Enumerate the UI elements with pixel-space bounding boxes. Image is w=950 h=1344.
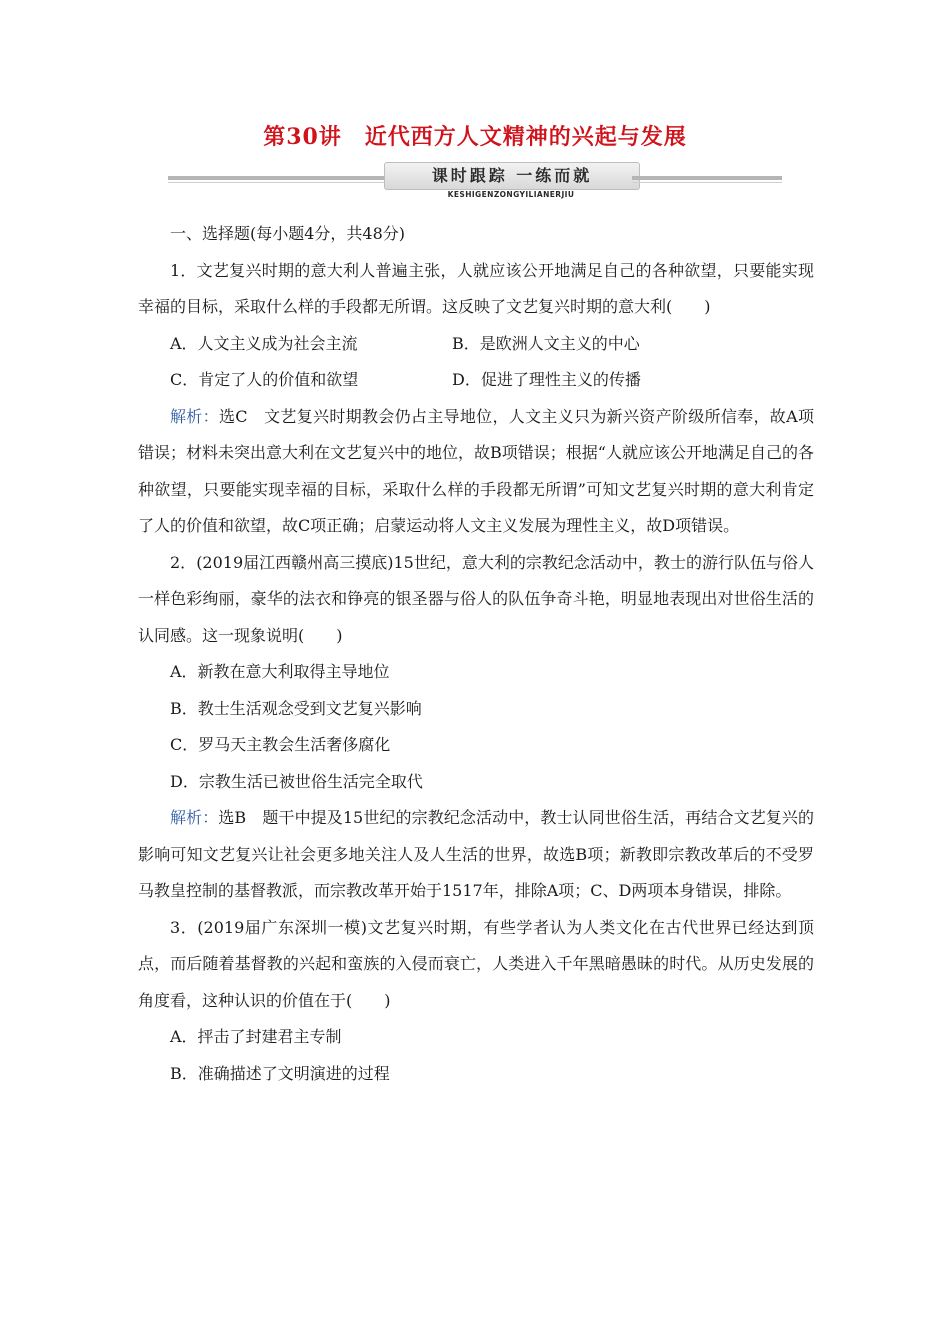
question-stem: 3．(2019届广东深圳一模)文艺复兴时期，有些学者认为人类文化在古代世界已经达到顶点，而后随着基督教的兴起和蛮族的入侵而衰亡，人类进入千年黑暗愚昧的时代。从历史发展的角度看，这种认识的价值在于( ) <box>138 917 814 1010</box>
section-heading: 一、选择题(每小题4分，共48分) <box>170 224 406 243</box>
option-item: A．新教在意大利取得主导地位 <box>170 662 390 681</box>
analysis-paragraph <box>138 800 814 910</box>
banner-rule-left <box>168 176 388 180</box>
option-item: B．是欧洲人文主义的中心 <box>452 333 640 353</box>
document-body <box>138 216 814 1092</box>
banner-badge <box>384 162 640 190</box>
banner-pinyin: KESHIGENZONGYILIANERJIU <box>447 190 575 199</box>
analysis-label: 解析： <box>170 406 219 426</box>
option-item: B．准确描述了文明演进的过程 <box>170 1063 390 1083</box>
option-item: D．宗教生活已被世俗生活完全取代 <box>170 771 423 791</box>
option-row <box>138 326 814 363</box>
option-item: A．抨击了封建君主专制 <box>170 1027 342 1046</box>
section-banner <box>168 158 782 202</box>
analysis-text: 选B 题干中提及15世纪的宗教纪念活动中，教士认同世俗生活，再结合文艺复兴的影响可知文艺复兴让社会更多地关注人及人生活的世界，故选B项；新教即宗教改革后的不受罗马教皇控制的基督教派，而宗教改革开始于1517年，排除A项；C、D两项本身错误，排除。 <box>138 808 814 900</box>
analysis-paragraph <box>138 399 814 545</box>
option-item: C．肯定了人的价值和欲望 <box>170 370 359 389</box>
analysis-label: 解析： <box>170 808 219 827</box>
banner-text: 课时跟踪 一练而就 <box>431 166 593 185</box>
option-row <box>138 362 814 399</box>
option-item: B．教士生活观念受到文艺复兴影响 <box>170 698 422 718</box>
question-stem: 2．(2019届江西赣州高三摸底)15世纪，意大利的宗教纪念活动中，教士的游行队伍与俗人一样色彩绚丽，豪华的法衣和铮亮的银圣器与俗人的队伍争奇斗艳，明显地表现出对世俗生活的认同感。这一现象说明( ) <box>138 552 814 645</box>
question-stem: 1．文艺复兴时期的意大利人普遍主张，人就应该公开地满足自己的各种欲望，只要能实现幸福的目标，采取什么样的手段都无所谓。这反映了文艺复兴时期的意大利( ) <box>138 260 814 316</box>
banner-rule-right <box>632 176 782 180</box>
option-item: A．人文主义成为社会主流 <box>170 333 358 353</box>
option-item: C．罗马天主教会生活奢侈腐化 <box>170 735 391 754</box>
option-item: D．促进了理性主义的传播 <box>452 370 641 389</box>
page-title: 第30讲 近代西方人文精神的兴起与发展 <box>263 124 687 150</box>
analysis-text: 选C 文艺复兴时期教会仍占主导地位，人文主义只为新兴资产阶级所信奉，故A项错误；材料未突出意大利在文艺复兴中的地位，故B项错误；根据“人就应该公开地满足自己的各种欲望，只要能实现幸福的目标，采取什么样的手段都无所谓”可知文艺复兴时期的意大利肯定了人的价值和欲望，故C项正确；启蒙运动将人文主义发展为理性主义，故D项错误。 <box>138 406 814 535</box>
